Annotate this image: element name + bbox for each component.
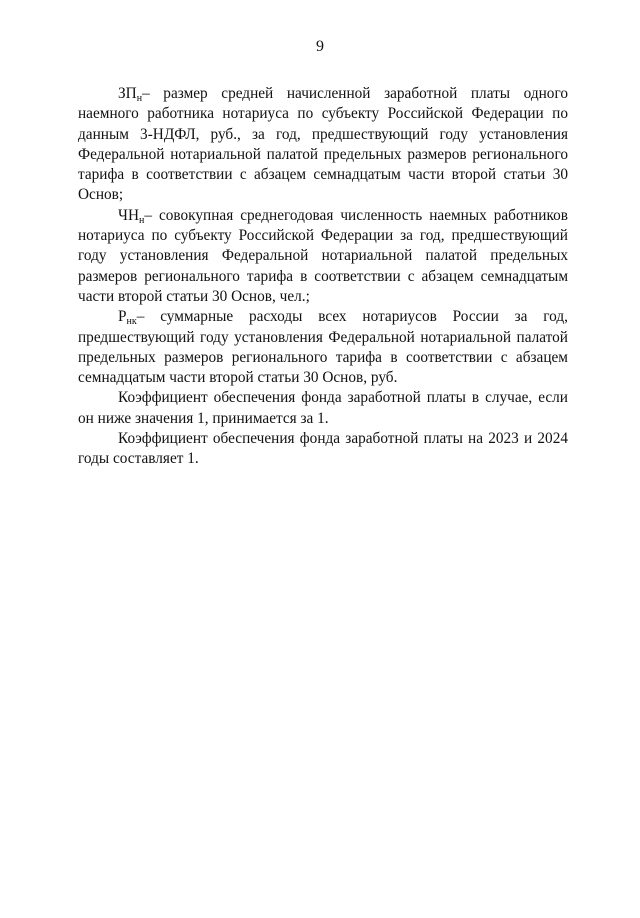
subscript-chn: н — [139, 214, 145, 226]
page-number: 9 — [316, 38, 324, 55]
symbol-chn: ЧН — [118, 206, 139, 224]
definition-zp — [78, 84, 568, 206]
subscript-zp: н — [136, 93, 143, 104]
definition-chn — [78, 206, 568, 307]
definition-rnk — [78, 307, 568, 388]
paragraph-coefficient-value: Коэффициент обеспечения фонда заработной платы на 2023 и 2024 годы составляет 1. — [78, 430, 568, 468]
definition-rnk-text: – суммарные расходы всех нотариусов России за год, предшествующий году установления Федеральной нотариальной палатой предельных размеров регионального тарифа в соответствии с абзацем семнадцатым части второй статьи 30 Основ, руб. — [78, 308, 568, 387]
definition-zp-text: – размер средней начисленной заработной платы одного наемного работника нотариуса по субъекту Российской Федерации по данным 3-НДФЛ, руб., за год, предшествующий году установления Федеральной нотариальной палатой предельных размеров регионального тарифа в соответствии с абзацем семнадцатым части второй статьи 30 Основ; — [78, 85, 568, 204]
document-body — [78, 84, 568, 470]
definition-chn-text: – совокупная среднегодовая численность наемных работников нотариуса по субъекту Российской Федерации за год, предшествующий году установления Федеральной нотариальной палатой предельных размеров регионального тарифа в соответствии с абзацем семнадцатым части второй статьи 30 Основ, чел.; — [78, 206, 568, 305]
symbol-zp: ЗП — [118, 85, 137, 102]
symbol-rnk: Р — [118, 308, 127, 326]
paragraph-coefficient-rule: Коэффициент обеспечения фонда заработной платы в случае, если он ниже значения 1, принимается за 1. — [78, 389, 568, 427]
subscript-rnk: нк — [126, 316, 137, 328]
